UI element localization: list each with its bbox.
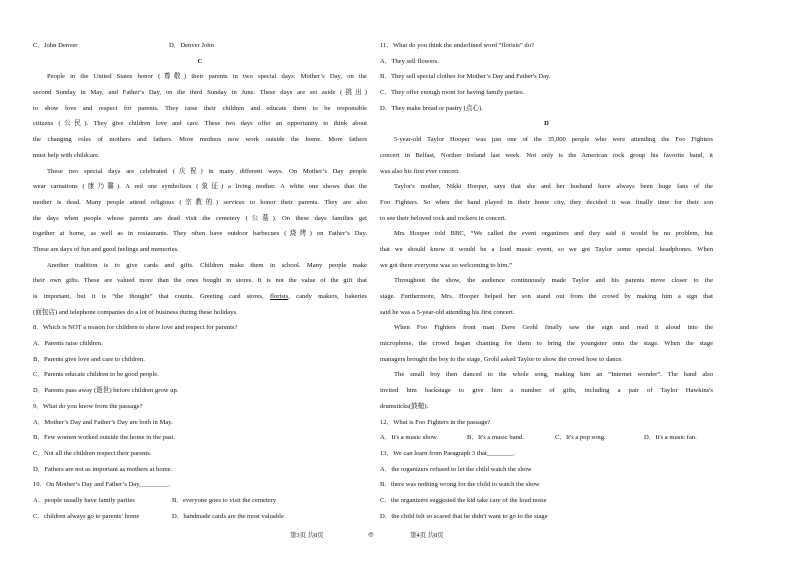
- text-line: When Foo Fighters front man Dave Grohl finally saw the sign and read it aloud into the: [394, 324, 713, 332]
- text-line: These are days of fun and good feelings and memories.: [33, 245, 179, 253]
- q7-option-d: D．Denver John: [169, 42, 214, 49]
- passage-c-paragraph-1: [33, 69, 367, 163]
- text-line: must help with childcare.: [33, 151, 100, 159]
- answer-option: B．Few women worked outside the home in the past.: [33, 434, 175, 442]
- question-11: [380, 38, 713, 116]
- passage-c-paragraph-3: [33, 258, 367, 321]
- answer-option: B．there was nothing wrong for the child to watch the show: [380, 481, 540, 489]
- text-line: second Sunday in May, and Father’s Day, on the third Sunday in June. These days are set aside (挑出): [33, 89, 367, 97]
- text-line: wear carnations (康乃馨). A red one symbolizes (象征) a living mother. A white one shows that the: [33, 183, 367, 191]
- answer-option: A．people usually have family parties: [33, 496, 135, 504]
- passage-d-paragraph-5: [380, 320, 713, 367]
- answer-options-row: [380, 430, 713, 446]
- question-13: [380, 446, 713, 524]
- answer-option: D．Fathers are not as important as mothers at home.: [33, 465, 173, 473]
- text-line: Another tradition is to give cards and gifts. Children make them in school. Many people make: [47, 261, 367, 269]
- right-page-column: [380, 38, 713, 524]
- q7-options-cd: [33, 38, 367, 54]
- answer-option: D．handmade cards are the most valuable: [172, 512, 284, 520]
- text-line: mother is dead. Many people attend religious (宗教的) services to honor their parents. They are also: [33, 198, 367, 206]
- answer-option: B．It's a music band.: [467, 434, 524, 442]
- text-line: Mrs Hooper told BBC, “We called the event organizers and they said it would be no problem, but: [394, 230, 713, 238]
- answer-option: A．They sell flowers.: [380, 57, 439, 65]
- text-line: their own gifts. These are valued more than the ones bought in stores. It is not the value of the gift that: [33, 277, 367, 285]
- page-number-left: 第3页 共8页: [290, 532, 324, 539]
- answer-option: D．Parents pass away (逝世) before children grow up.: [33, 387, 179, 395]
- text-segment: is important, but it is “the thought” that counts. Greeting card stores,: [33, 293, 270, 300]
- answer-option: A．Mother’s Day and Father’s Day are both in May.: [33, 418, 173, 426]
- text-line: The small boy then danced to the whole song, making him an “Internet wonder”. The band also: [394, 371, 713, 379]
- text-line: the changing roles of mothers and fathers. More mothers now work outside the home. More fathers: [33, 136, 367, 144]
- page-footer: [0, 530, 794, 544]
- text-line: Foo Fighters. So when the band played in their home city, they decided it was finally time for their son: [380, 198, 713, 206]
- section-heading-c: C: [197, 57, 203, 65]
- answer-option: C．children always go to parents’ home: [33, 512, 140, 520]
- answer-option: C．They offer enough room for having family parties.: [380, 89, 525, 97]
- answer-option: D．It's a music fan.: [644, 434, 697, 442]
- text-line: invited him backstage to give him a number of gifts, including a pair of Taylor Hawkins's: [380, 387, 713, 395]
- text-line: was also his first ever concert.: [380, 167, 460, 175]
- answer-options-row: [33, 509, 367, 525]
- answer-options-row: [33, 493, 367, 509]
- text-line: stage. Furthermore, Mrs. Hooper helped her son stand out from the crowd by making him a sign that: [380, 293, 713, 300]
- page-number-right: 第4页 共8页: [410, 532, 444, 539]
- q7-option-c: C．John Denver: [33, 42, 78, 49]
- answer-option: D．the child felt so scared that he didn't want to go to the stage: [380, 512, 548, 520]
- answer-option: B．Parents give love and care to children.: [33, 355, 145, 363]
- text-line: People in the United States honor (尊敬) their parents in two special days: Mother’s Day, on the: [47, 73, 367, 81]
- text-segment: , candy makers, bakeries: [288, 293, 367, 300]
- text-line: the days when people whose parents are dead visit the cemetery (公墓). On these days families get: [33, 214, 367, 222]
- answer-option: C．the organizers suggested the kid take care of the loud noise: [380, 496, 547, 504]
- question-stem: 9．What do you know from the passage?: [33, 402, 143, 410]
- answer-option: D．They make bread or pastry (点心).: [380, 104, 483, 112]
- question-stem: 11．What do you think the underlined word “florists” do?: [380, 42, 534, 49]
- question-stem: 10．On Mother’s Day and Father’s Day, ________.: [33, 481, 171, 489]
- passage-c-paragraph-2: [33, 164, 367, 258]
- answer-option: C．It's a pop song.: [555, 434, 606, 442]
- underlined-word-florists: florists: [269, 293, 289, 300]
- text-line: [33, 289, 367, 305]
- answer-option: B．everyone goes to visit the cemetery: [172, 496, 277, 504]
- text-line: we got there everyone was so welcoming to him.”: [380, 261, 513, 269]
- answer-option: A．Parents raise children.: [33, 340, 103, 348]
- section-heading-d: D: [544, 120, 549, 128]
- text-line: citizens (公民). They give children love and care. These two days offer an opportunity to think about: [33, 120, 367, 128]
- text-line: microphone, the crowd began chanting for them to bring the youngster onto the stage. When the stage: [380, 340, 713, 348]
- passage-d-paragraph-1: [380, 132, 713, 179]
- text-line: to see their beloved rock and rockers in concert.: [380, 214, 507, 222]
- text-line: Throughout the show, the audience continuously made Taylor and his parents move closer to the: [394, 277, 713, 285]
- text-line: said he was a 5-year-old attending his first concert.: [380, 308, 515, 316]
- text-line: that we should know it would be a loud music event, so we got Taylor some special headphones. When: [380, 245, 713, 253]
- text-line: concert in Belfast, Norther Ireland last week. Not only is the American rock group his favorite band, it: [380, 151, 713, 159]
- answer-option: C．Parents educate children to be good people.: [33, 371, 159, 379]
- passage-d-paragraph-3: [380, 226, 713, 273]
- text-line: (面包店) and telephone companies do a lot of business during these holidays.: [33, 308, 238, 316]
- passage-d-paragraph-6: [380, 367, 713, 414]
- passage-d-paragraph-2: [380, 179, 713, 226]
- text-line: drumsticks(鼓槌).: [380, 402, 429, 410]
- answer-option: B．They sell special clothes for Mother’s Day and Father's Day.: [380, 73, 551, 81]
- left-page-column: [33, 38, 367, 524]
- footer-mark-icon: ◎: [368, 531, 374, 538]
- question-stem: 12．What is Foo Fighters in the passage?: [380, 418, 491, 426]
- text-line: together at home, as well as in restaurants. They often have outdoor barbecues (烧烤) on Father’s Day.: [33, 230, 367, 238]
- question-12: [380, 415, 713, 446]
- text-line: 5-year-old Taylor Hooper was just one of the 35,000 people who were attending the Foo Fighters: [394, 136, 713, 144]
- answer-option: C．Not all the children respect their parents.: [33, 449, 152, 457]
- text-line: to show love and respect for parents. They raise their children and educate them to be responsible: [33, 104, 367, 112]
- answer-option: A．the organizers refused to let the child watch the show: [380, 465, 532, 473]
- answer-option: A．It's a music show.: [380, 434, 438, 442]
- question-stem: 13．We can learn from Paragraph 3 that________.: [380, 449, 515, 457]
- passage-d-paragraph-4: [380, 273, 713, 320]
- text-line: managers brought the boy to the stage, Grohl asked Taylor to show the crowd how to dance.: [380, 355, 623, 363]
- question-stem: 8．Which is NOT a reason for children to show love and respect for parents?: [33, 324, 238, 332]
- question-10: [33, 477, 367, 524]
- question-9: [33, 399, 367, 477]
- question-8: [33, 320, 367, 398]
- text-line: These two special days are celebrated (庆祝) in many different ways. On Mother’s Day people: [47, 167, 367, 175]
- text-line: Taylor's mother, Nikki Hooper, says that she and her husband have always been huge fans of the: [394, 183, 713, 191]
